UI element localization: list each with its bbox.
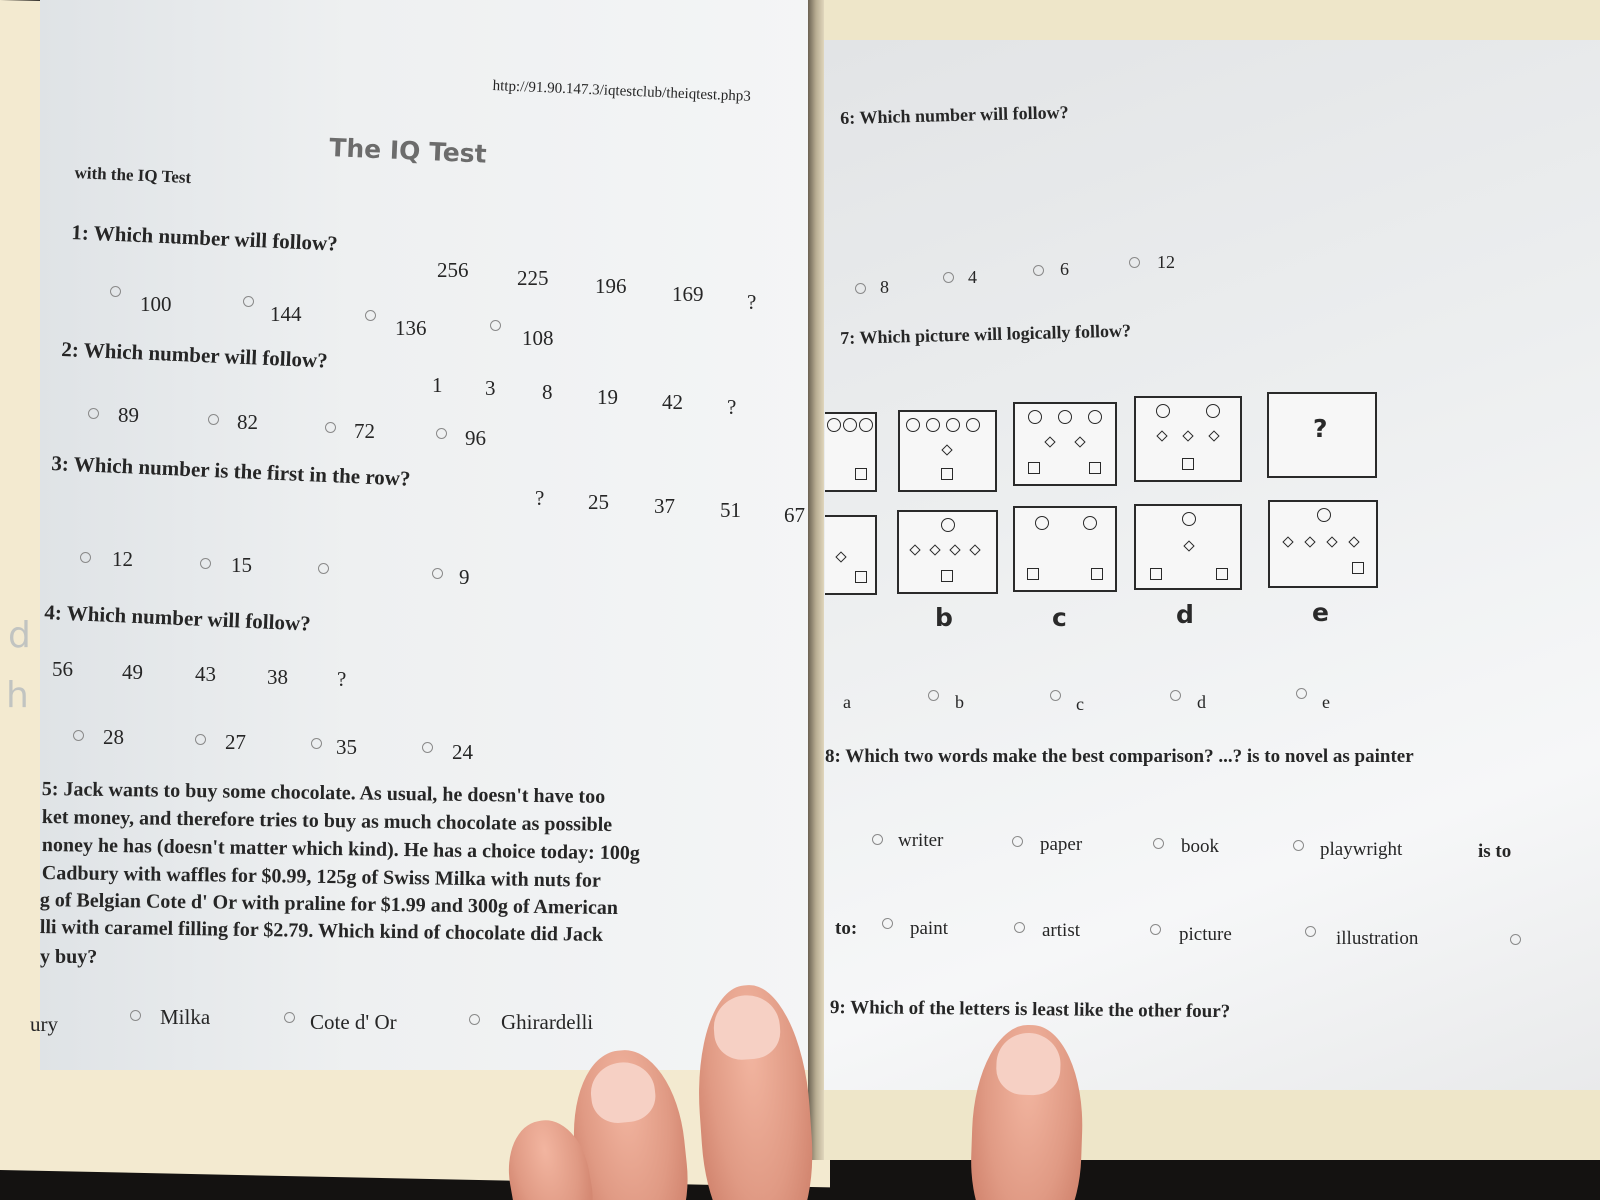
q7-option: a xyxy=(843,692,851,712)
q9-label: 9: Which of the letters is least like the other four? xyxy=(829,997,1231,1023)
q4-seq: 56 xyxy=(52,657,73,681)
q1-option: 108 xyxy=(522,326,554,350)
q3-option-radio[interactable] xyxy=(200,558,211,569)
q1-seq: 196 xyxy=(595,274,627,298)
q5-option: ury xyxy=(30,1012,58,1036)
figure-letter-e: e xyxy=(1312,598,1329,627)
answer-figure-e xyxy=(1268,500,1378,588)
q2-option: 82 xyxy=(237,410,258,434)
q2-seq: 19 xyxy=(597,385,618,409)
q6-option: 6 xyxy=(1060,259,1069,279)
q4-option-radio[interactable] xyxy=(195,734,206,745)
q1-option: 136 xyxy=(395,316,427,340)
q4-seq: 43 xyxy=(195,662,216,686)
q5-option: Cote d' Or xyxy=(310,1010,397,1034)
q4-label: 4: Which number will follow? xyxy=(43,600,312,636)
q7-option-radio[interactable] xyxy=(1050,690,1061,701)
q4-option-radio[interactable] xyxy=(73,730,84,741)
answer-figure-c xyxy=(1013,506,1117,592)
q2-seq: 42 xyxy=(662,390,683,414)
figure-sequence-4 xyxy=(1134,396,1242,482)
q8-option: book xyxy=(1181,836,1219,857)
q2-option-radio[interactable] xyxy=(208,414,219,425)
q7-option: b xyxy=(955,692,964,712)
q5-line: noney he has (doesn't matter which kind). He has a choice today: 100g xyxy=(41,834,640,865)
q1-seq: ? xyxy=(747,290,757,314)
q6-option-radio[interactable] xyxy=(1033,265,1044,276)
q3-option-radio[interactable] xyxy=(80,552,91,563)
q5-line: ket money, and therefore tries to buy as much chocolate as possible xyxy=(41,806,613,836)
q4-option-radio[interactable] xyxy=(422,742,433,753)
q8-option: picture xyxy=(1179,924,1232,945)
figure-sequence-1 xyxy=(825,412,877,492)
q8-is-to: is to xyxy=(1478,841,1512,862)
figure-sequence-2 xyxy=(898,410,997,492)
q3-option: 15 xyxy=(231,553,252,577)
q8-label: 8: Which two words make the best comparison? ...? is to novel as painter xyxy=(825,746,1414,767)
q6-option-radio[interactable] xyxy=(1129,257,1140,268)
q8-option-radio[interactable] xyxy=(1012,836,1023,847)
q1-seq: 256 xyxy=(437,258,469,282)
q7-option: c xyxy=(1076,694,1084,714)
q1-option: 100 xyxy=(140,292,172,316)
q1-seq: 169 xyxy=(672,282,704,306)
q5-option-radio[interactable] xyxy=(469,1014,480,1025)
figure-letter-c: c xyxy=(1052,603,1067,632)
q8-option: playwright xyxy=(1320,839,1403,860)
q6-label: 6: Which number will follow? xyxy=(840,102,1069,128)
q5-line: g of Belgian Cote d' Or with praline for $1.99 and 300g of American xyxy=(39,889,619,920)
book-spine xyxy=(808,0,824,1160)
q6-option: 12 xyxy=(1157,252,1175,272)
q8-option: paper xyxy=(1040,834,1083,855)
q8-option: paint xyxy=(910,918,948,939)
q1-option: 144 xyxy=(270,302,302,326)
figure-question xyxy=(1267,392,1377,478)
q3-seq: 25 xyxy=(588,490,609,514)
q5-line: y buy? xyxy=(40,946,98,968)
answer-figure-b xyxy=(897,510,998,594)
q2-option-radio[interactable] xyxy=(436,428,447,439)
q2-label: 2: Which number will follow? xyxy=(60,337,329,373)
q8-option: artist xyxy=(1042,920,1080,941)
q6-option-radio[interactable] xyxy=(855,283,866,294)
q1-option-radio[interactable] xyxy=(490,320,501,331)
q3-seq: 67 xyxy=(784,503,805,527)
pencil-mark: h xyxy=(6,675,29,716)
q6-option: 8 xyxy=(880,277,889,297)
q1-option-radio[interactable] xyxy=(243,296,254,307)
q5-option-radio[interactable] xyxy=(284,1012,295,1023)
q5-line: Cadbury with waffles for $0.99, 125g of Swiss Milka with nuts for xyxy=(41,862,602,892)
q7-option-radio[interactable] xyxy=(928,690,939,701)
page-title: The IQ Test xyxy=(328,133,488,169)
q2-option: 89 xyxy=(118,403,139,427)
q3-option: 12 xyxy=(112,547,133,571)
q4-option: 28 xyxy=(103,725,124,749)
q4-option: 27 xyxy=(225,730,246,754)
q4-seq: 49 xyxy=(122,660,143,684)
q8-option-radio[interactable] xyxy=(1150,924,1161,935)
q8-option: writer xyxy=(898,830,944,851)
q8-option-radio[interactable] xyxy=(1153,838,1164,849)
q8-option-radio[interactable] xyxy=(1293,840,1304,851)
pencil-mark: d xyxy=(8,615,31,656)
q4-option: 35 xyxy=(336,735,357,759)
q8-option-radio[interactable] xyxy=(1305,926,1316,937)
q6-option-radio[interactable] xyxy=(943,272,954,283)
q5-line: lli with caramel filling for $2.79. Which kind of chocolate did Jack xyxy=(39,916,604,946)
q5-option: Milka xyxy=(160,1005,211,1029)
q1-option-radio[interactable] xyxy=(365,310,376,321)
question-mark: ? xyxy=(1313,414,1328,443)
q3-seq: 37 xyxy=(654,494,675,518)
q7-option-radio[interactable] xyxy=(1296,688,1307,699)
q8-to-label: to: xyxy=(835,918,858,939)
figure-letter-d: d xyxy=(1176,600,1194,629)
q3-seq: 51 xyxy=(720,498,741,522)
q2-seq: ? xyxy=(727,395,737,419)
q4-option: 24 xyxy=(452,740,473,764)
q7-option: e xyxy=(1322,692,1330,712)
q2-option: 72 xyxy=(354,419,375,443)
q3-option: 9 xyxy=(459,565,470,589)
q8-option-radio[interactable] xyxy=(1510,934,1521,945)
q7-option: d xyxy=(1197,692,1206,712)
q7-option-radio[interactable] xyxy=(1170,690,1181,701)
q4-seq: 38 xyxy=(267,665,288,689)
q4-seq: ? xyxy=(337,667,347,691)
q4-option-radio[interactable] xyxy=(311,738,322,749)
q1-label: 1: Which number will follow? xyxy=(70,220,339,256)
q2-option-radio[interactable] xyxy=(325,422,336,433)
q5-line: 5: Jack wants to buy some chocolate. As usual, he doesn't have too xyxy=(41,778,606,808)
q8-option-radio[interactable] xyxy=(872,834,883,845)
q5-option: Ghirardelli xyxy=(501,1010,594,1034)
q8-option-radio[interactable] xyxy=(882,918,893,929)
q5-option-radio[interactable] xyxy=(130,1010,141,1021)
page-subtitle: with the IQ Test xyxy=(74,163,192,188)
q1-seq: 225 xyxy=(517,266,549,290)
figure-sequence-3 xyxy=(1013,402,1117,486)
q2-seq: 8 xyxy=(542,380,553,404)
q3-option-radio[interactable] xyxy=(318,563,329,574)
q6-option: 4 xyxy=(968,267,977,287)
answer-figure-d xyxy=(1134,504,1242,590)
q2-option: 96 xyxy=(465,426,486,450)
q1-option-radio[interactable] xyxy=(110,286,121,297)
q3-seq: ? xyxy=(535,486,545,510)
q3-label: 3: Which number is the first in the row? xyxy=(50,451,412,491)
q3-option-radio[interactable] xyxy=(432,568,443,579)
q8-option-radio[interactable] xyxy=(1014,922,1025,933)
q8-option: illustration xyxy=(1336,928,1419,949)
figure-letter-b: b xyxy=(935,603,953,632)
answer-figure-a xyxy=(825,515,877,595)
page-url: http://91.90.147.3/iqtestclub/theiqtest.php3 xyxy=(492,78,752,105)
q2-option-radio[interactable] xyxy=(88,408,99,419)
q7-label: 7: Which picture will logically follow? xyxy=(840,320,1132,348)
q2-seq: 1 xyxy=(432,373,443,397)
q2-seq: 3 xyxy=(485,376,496,400)
